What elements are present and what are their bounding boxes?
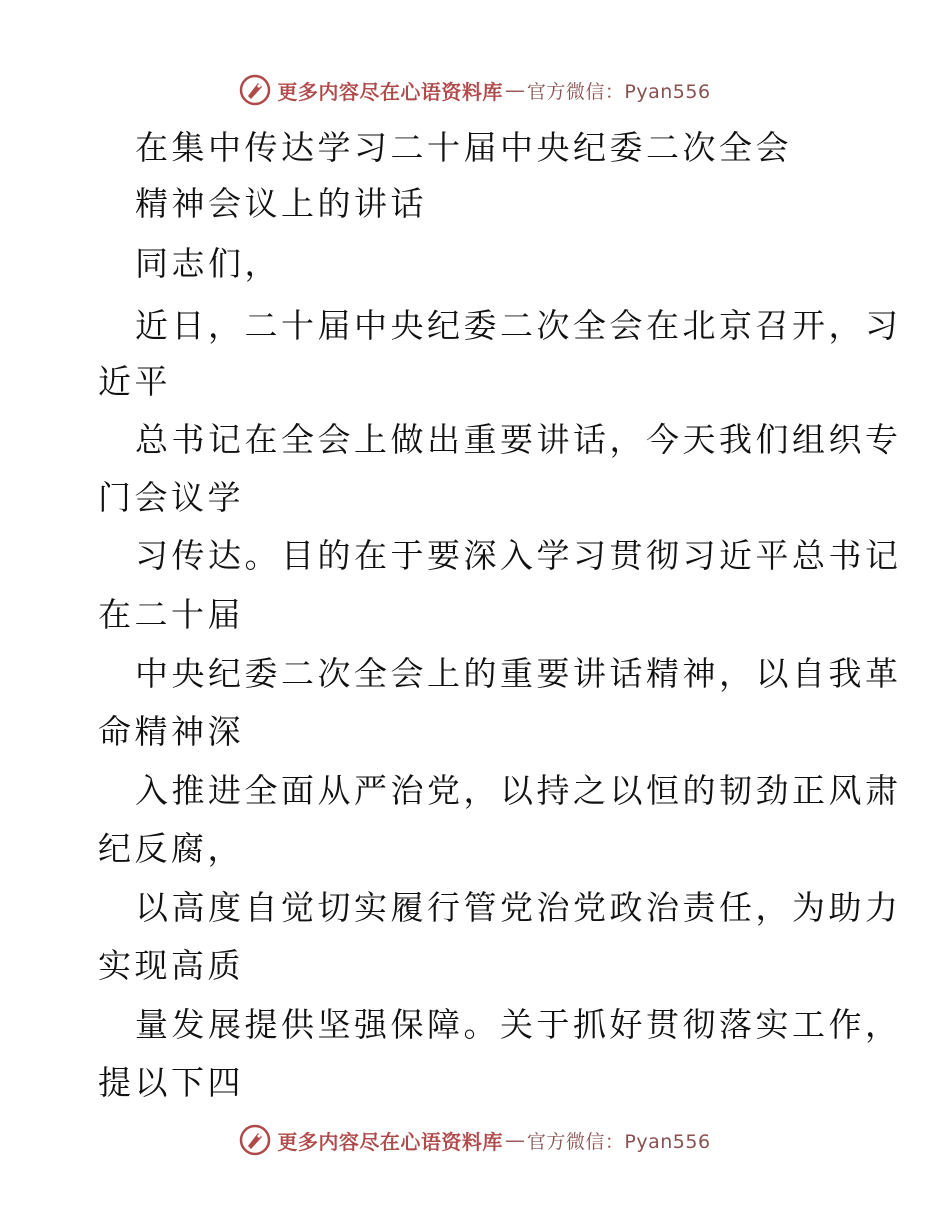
- banner-brand-text: 更多内容尽在心语资料库: [277, 1129, 503, 1154]
- salutation: 同志们，: [135, 244, 281, 283]
- body-line: 总书记在全会上做出重要讲话，今天我们组织专: [135, 420, 902, 459]
- body-line: 近日，二十届中央纪委二次全会在北京召开，习: [135, 306, 902, 345]
- document-title-line-2: 精神会议上的讲话: [135, 184, 427, 223]
- footer-banner: [0, 1120, 950, 1160]
- body-line: 入推进全面从严治党，以持之以恒的韧劲正风肃: [135, 771, 902, 810]
- body-line: 在二十届: [98, 595, 244, 634]
- body-line: 实现高质: [98, 946, 244, 985]
- pen-nib-icon: [239, 74, 271, 106]
- banner-wechat-text: 官方微信：Pyan556: [526, 80, 711, 103]
- header-banner: [0, 70, 950, 110]
- body-line: 门会议学: [98, 478, 244, 517]
- body-line: 提以下四: [98, 1063, 244, 1102]
- document-title-line-1: 在集中传达学习二十届中央纪委二次全会: [135, 128, 792, 167]
- body-line: 以高度自觉切实履行管党治党政治责任，为助力: [135, 888, 902, 927]
- body-line: 纪反腐，: [98, 829, 244, 868]
- body-line: 量发展提供坚强保障。关于抓好贯彻落实工作，: [135, 1005, 902, 1044]
- body-line: 命精神深: [98, 712, 244, 751]
- banner-separator: —: [504, 1128, 525, 1152]
- body-line: 习传达。目的在于要深入学习贯彻习近平总书记: [135, 536, 902, 575]
- body-line: 中央纪委二次全会上的重要讲话精神，以自我革: [135, 654, 902, 693]
- banner-separator: —: [504, 78, 525, 102]
- body-line: 近平: [98, 362, 171, 401]
- banner-brand-text: 更多内容尽在心语资料库: [277, 79, 503, 104]
- pen-nib-icon: [239, 1124, 271, 1156]
- banner-wechat-text: 官方微信：Pyan556: [526, 1130, 711, 1153]
